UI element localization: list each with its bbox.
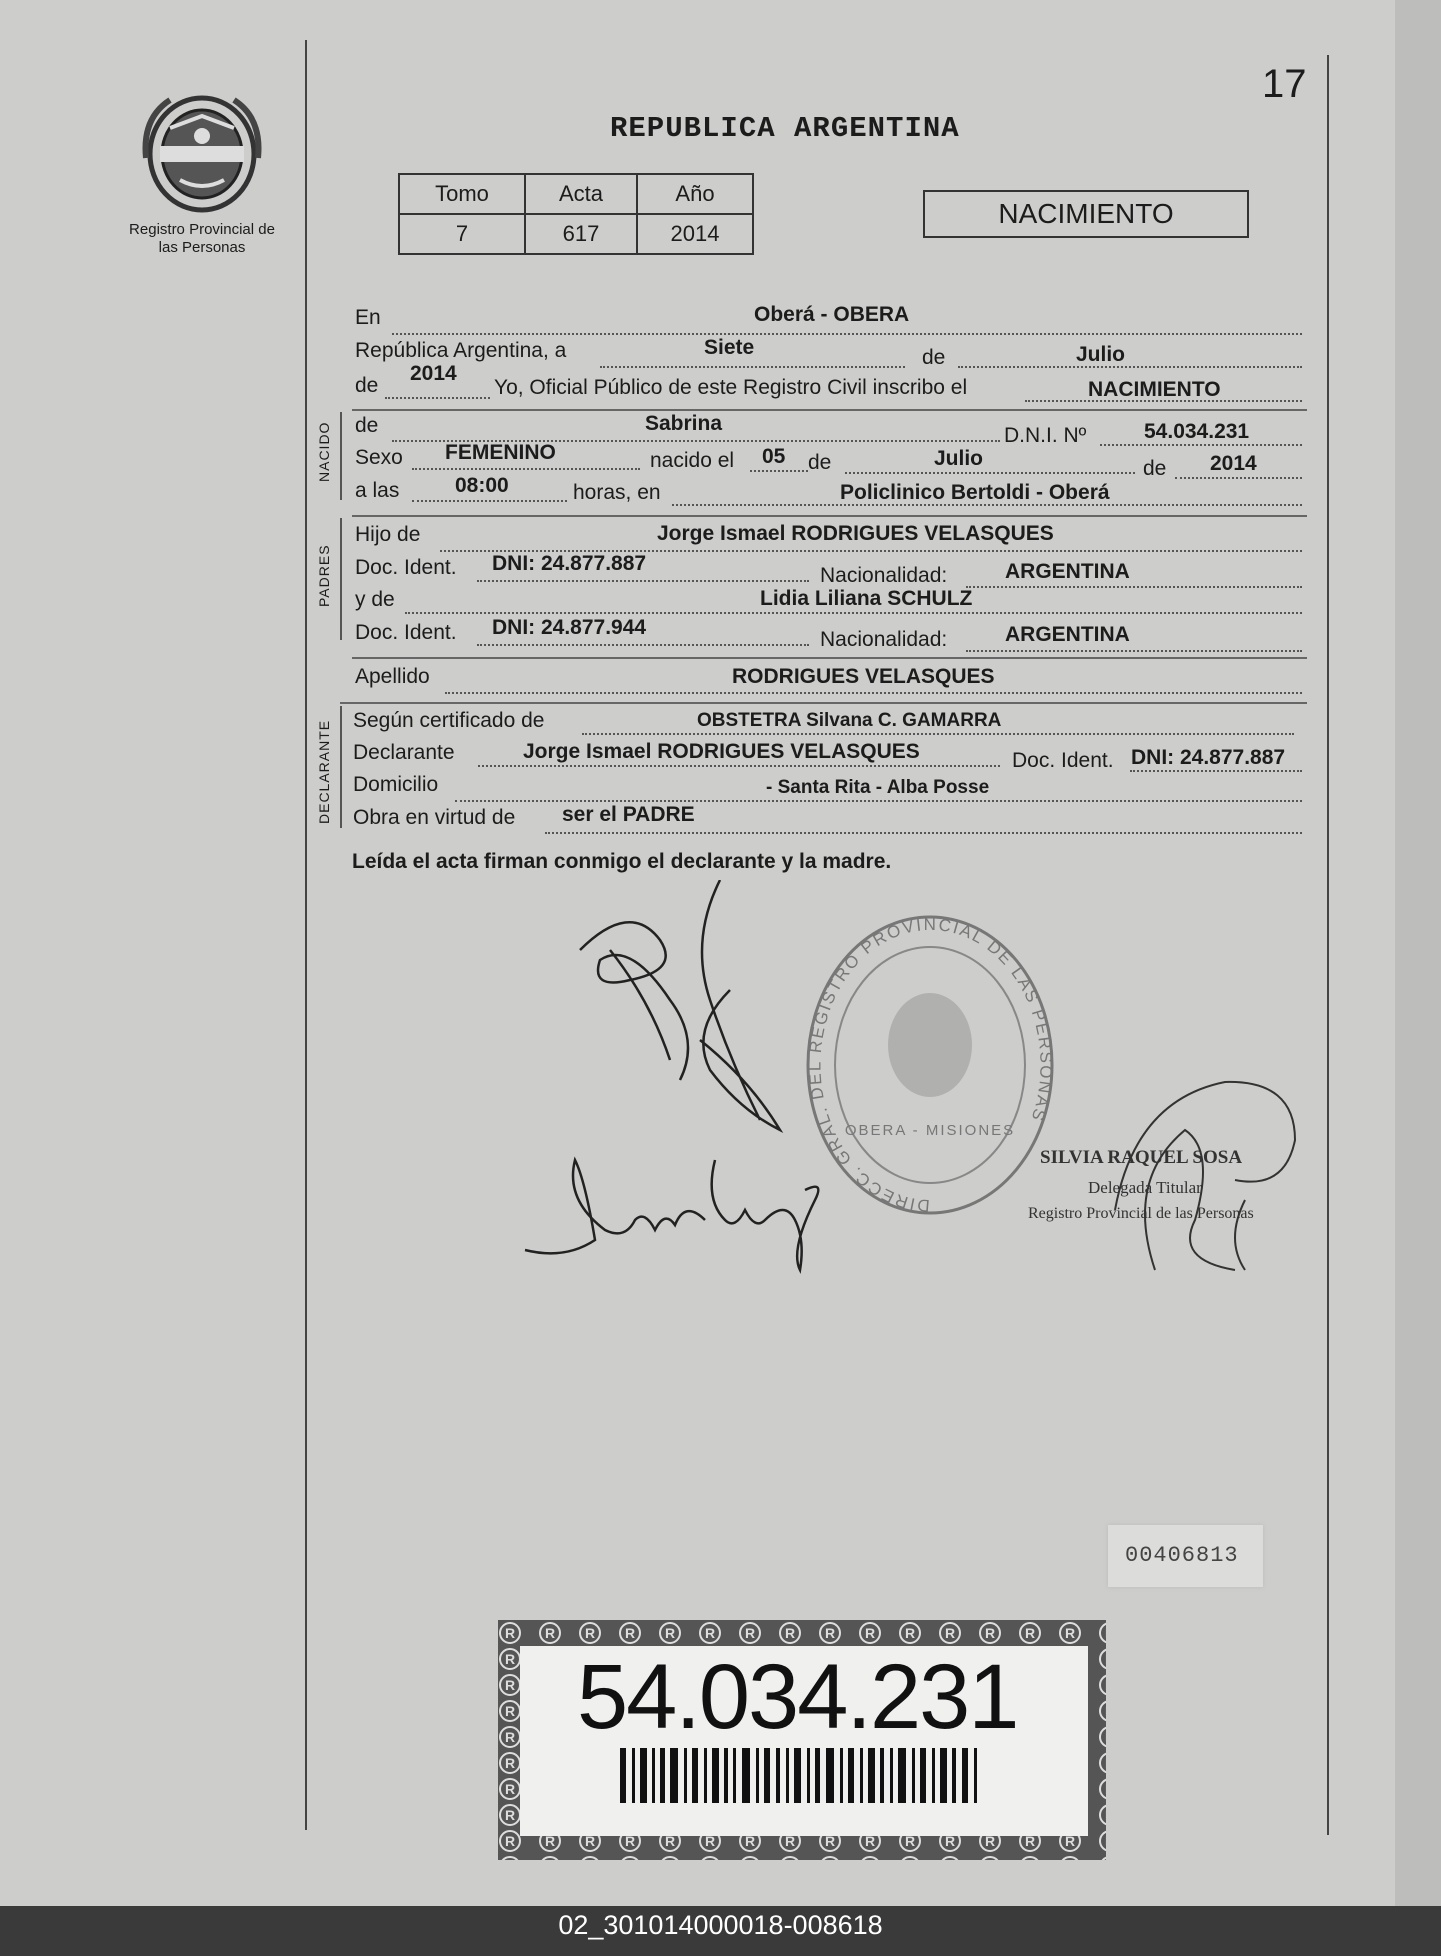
nacido-section-label: NACIDO xyxy=(316,421,332,482)
nacido-de-label3: de xyxy=(1143,457,1167,480)
dotted-line xyxy=(582,733,1294,735)
tomo-value: 7 xyxy=(399,214,525,254)
page-number: 17 xyxy=(1262,62,1307,106)
acta-value: 617 xyxy=(525,214,637,254)
cert-value: OBSTETRA Silvana C. GAMARRA xyxy=(697,710,1002,731)
dotted-line xyxy=(445,692,1302,694)
closing-statement: Leída el acta firman conmigo el declarante y la madre. xyxy=(352,850,892,873)
document-title: REPUBLICA ARGENTINA xyxy=(610,112,960,145)
mother-signature xyxy=(515,1140,835,1280)
dotted-line xyxy=(477,644,809,646)
cert-label: Según certificado de xyxy=(353,709,545,732)
declarante-value: Jorge Ismael RODRIGUES VELASQUES xyxy=(523,740,920,763)
acta-header: Acta xyxy=(525,174,637,214)
sticker-number: 54.034.231 xyxy=(577,1646,1018,1748)
mother-name-value: Lidia Liliana SCHULZ xyxy=(760,587,973,610)
en-label: En xyxy=(355,306,381,329)
nacido-el-label: nacido el xyxy=(650,449,735,472)
month-value: Julio xyxy=(1076,343,1126,366)
dotted-line xyxy=(477,580,809,582)
republica-label: República Argentina, a xyxy=(355,339,567,362)
sexo-value: FEMENINO xyxy=(445,441,556,464)
act-type-box: NACIMIENTO xyxy=(923,190,1249,238)
mother-doc-value: DNI: 24.877.944 xyxy=(492,616,647,639)
day-value: Siete xyxy=(704,336,755,359)
domicilio-value: - Santa Rita - Alba Posse xyxy=(766,777,990,798)
padres-section-label: PADRES xyxy=(316,544,332,607)
yde-label: y de xyxy=(355,588,395,611)
provincial-logo xyxy=(140,88,265,218)
father-nationality-label: Nacionalidad: xyxy=(820,564,948,587)
de-label: de xyxy=(922,346,946,369)
dotted-line xyxy=(412,468,640,470)
section-bar xyxy=(340,412,342,500)
dotted-line xyxy=(405,612,1302,614)
dotted-line xyxy=(1130,770,1302,772)
page-edge xyxy=(1395,0,1441,1906)
mother-nationality-value: ARGENTINA xyxy=(1005,623,1130,646)
right-margin-line xyxy=(1327,55,1329,1835)
dotted-line xyxy=(1100,444,1302,446)
birth-place-value: Policlinico Bertoldi - Oberá xyxy=(840,481,1110,504)
left-margin-line xyxy=(305,40,307,1830)
section-bar xyxy=(340,706,342,828)
father-doc-value: DNI: 24.877.887 xyxy=(492,552,647,575)
section-divider xyxy=(352,657,1307,659)
section-bar xyxy=(340,518,342,640)
dotted-line xyxy=(750,470,808,472)
declarant-signature xyxy=(570,880,820,1140)
birth-time-value: 08:00 xyxy=(455,474,509,497)
official-registry: Registro Provincial de las Personas xyxy=(1028,1205,1254,1222)
ano-value: 2014 xyxy=(637,214,753,254)
dotted-line xyxy=(412,500,567,502)
section-divider xyxy=(352,409,1307,411)
official-role: Delegada Titular xyxy=(1088,1178,1202,1197)
section-divider xyxy=(352,515,1307,517)
dotted-line xyxy=(958,366,1302,368)
dotted-line xyxy=(478,765,1000,767)
stamp-ring-text: DIRECC. GRAL. DEL REGISTRO PROVINCIAL DE LAS PERSONAS xyxy=(805,914,1056,1216)
apellido-value: RODRIGUES VELASQUES xyxy=(732,665,995,688)
obra-value: ser el PADRE xyxy=(562,803,695,826)
serial-number: 00406813 xyxy=(1125,1543,1239,1568)
dotted-line xyxy=(385,397,490,399)
registry-stamp xyxy=(800,910,1060,1220)
dotted-line xyxy=(966,586,1302,588)
dotted-line xyxy=(455,800,1302,802)
dotted-line xyxy=(845,472,1135,474)
apellido-label: Apellido xyxy=(355,665,430,688)
dotted-line xyxy=(966,650,1302,652)
inscribo-value: NACIMIENTO xyxy=(1088,378,1221,401)
declarante-doc-label: Doc. Ident. xyxy=(1012,749,1114,772)
sexo-label: Sexo xyxy=(355,446,403,469)
birth-year-value: 2014 xyxy=(1210,452,1257,475)
dni-value: 54.034.231 xyxy=(1144,420,1250,443)
father-doc-label: Doc. Ident. xyxy=(355,556,457,579)
hijo-label: Hijo de xyxy=(355,523,421,546)
father-nationality-value: ARGENTINA xyxy=(1005,560,1130,583)
declarante-section-label: DECLARANTE xyxy=(316,719,332,824)
dotted-line xyxy=(1175,477,1302,479)
mother-doc-label: Doc. Ident. xyxy=(355,621,457,644)
father-name-value: Jorge Ismael RODRIGUES VELASQUES xyxy=(657,522,1054,545)
section-divider xyxy=(340,702,1307,704)
year-value: 2014 xyxy=(410,362,457,385)
declarante-doc-value: DNI: 24.877.887 xyxy=(1131,746,1286,769)
official-name: SILVIA RAQUEL SOSA xyxy=(1040,1147,1243,1168)
dotted-line xyxy=(600,366,905,368)
birth-day-value: 05 xyxy=(762,445,786,468)
file-id-footer: 02_301014000018-008618 xyxy=(558,1910,883,1940)
act-reference-table xyxy=(398,173,754,255)
dni-label: D.N.I. Nº xyxy=(1004,424,1087,447)
dotted-line xyxy=(392,333,1302,335)
declarante-label: Declarante xyxy=(353,741,455,764)
child-name-value: Sabrina xyxy=(645,412,723,435)
obra-label: Obra en virtud de xyxy=(353,806,516,829)
ano-header: Año xyxy=(637,174,753,214)
dotted-line xyxy=(545,832,1302,834)
tomo-header: Tomo xyxy=(399,174,525,214)
stamp-center-text: OBERA - MISIONES xyxy=(844,1122,1016,1139)
birth-month-value: Julio xyxy=(934,447,984,470)
nacido-de-label: de xyxy=(355,414,379,437)
mother-nationality-label: Nacionalidad: xyxy=(820,628,948,651)
en-value: Oberá - OBERA xyxy=(754,303,910,326)
alas-label: a las xyxy=(355,479,400,502)
domicilio-label: Domicilio xyxy=(353,773,439,796)
nacido-de-label2: de xyxy=(808,451,832,474)
logo-caption: Registro Provincial de las Personas xyxy=(129,221,275,256)
horas-label: horas, en xyxy=(573,481,661,504)
yo-text: Yo, Oficial Público de este Registro Civil inscribo el xyxy=(494,376,968,399)
year-prefix: de xyxy=(355,374,379,397)
